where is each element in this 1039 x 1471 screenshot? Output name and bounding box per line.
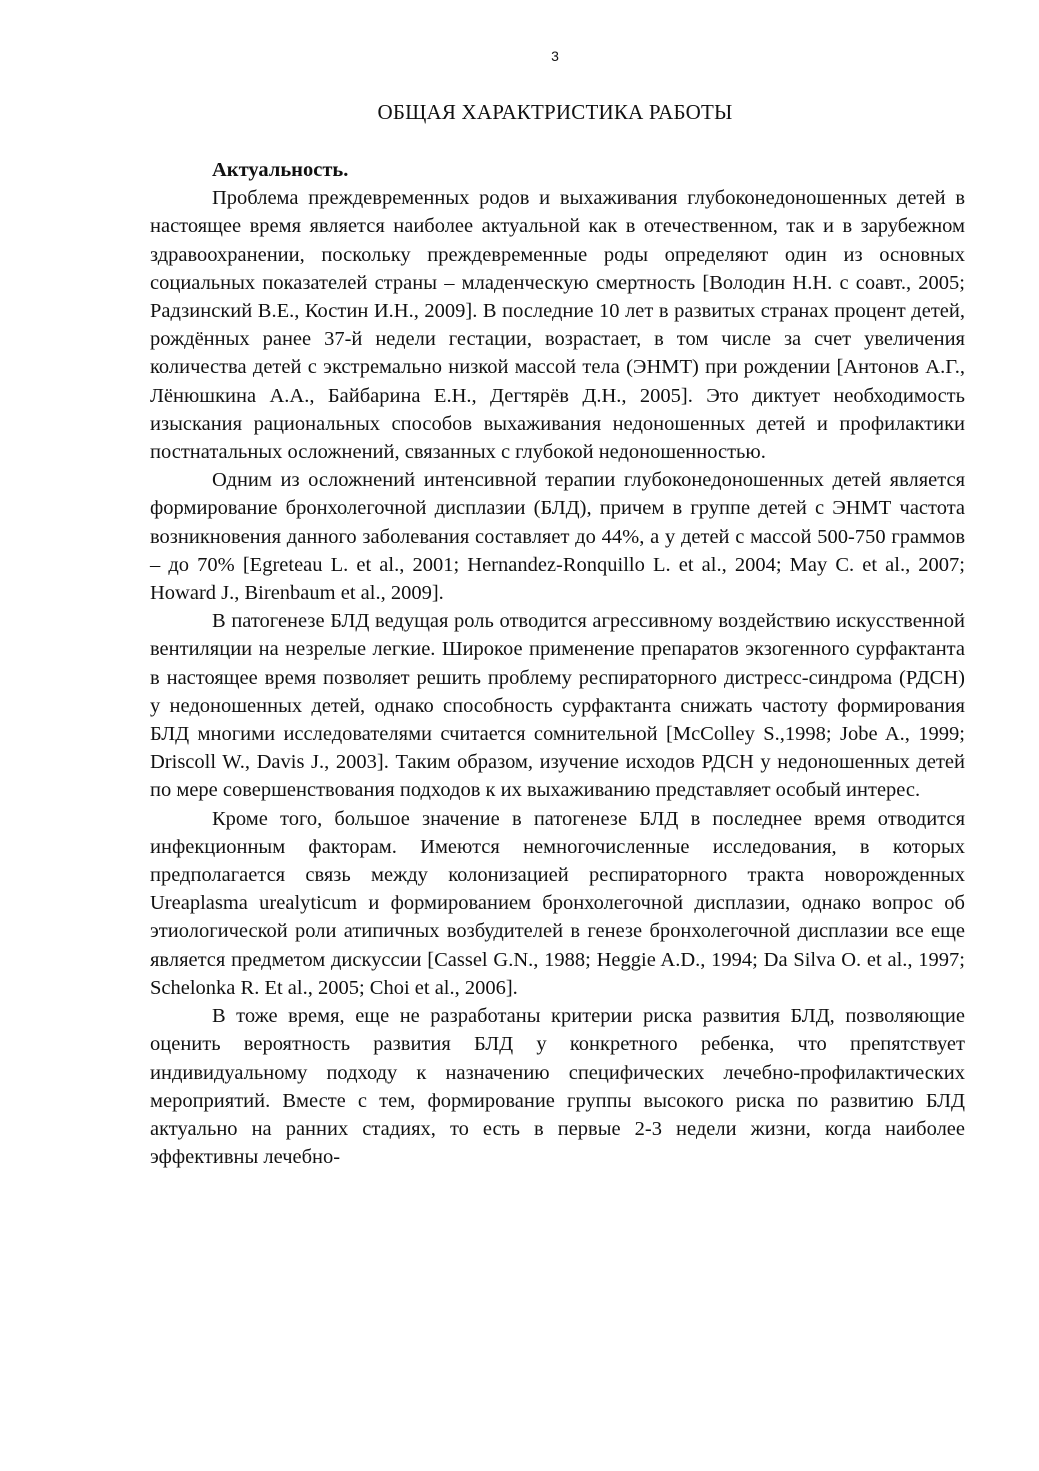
document-body (150, 156, 965, 1171)
document-title: ОБЩАЯ ХАРАКТРИСТИКА РАБОТЫ (377, 100, 733, 124)
paragraph-1: Проблема преждевременных родов и выхаживания глубоконедоношенных детей в настоящее время является наиболее актуальной как в отечественном, так и в зарубежном здравоохранении, поскольку преждевременные роды определяют один из основных социальных показателей страны – младенческую смертность [Володин Н.Н. с соавт., 2005; Радзинский В.Е., Костин И.Н., 2009]. В последние 10 лет в развитых странах процент детей, рождённых ранее 37-й недели гестации, возрастает, в том числе за счет увеличения количества детей с экстремально низкой массой тела (ЭНМТ) при рождении [Антонов А.Г., Лёнюшкина А.А., Байбарина Е.Н., Дегтярёв Д.Н., 2005]. Это диктует необходимость изыскания рациональных способов выхаживания недоношенных детей и профилактики постнатальных осложнений, связанных с глубокой недоношенностью. (150, 187, 965, 464)
paragraph-5: В тоже время, еще не разработаны критерии риска развития БЛД, позволяющие оценить вероятность развития БЛД у конкретного ребенка, что препятствует индивидуальному подходу к назначению специфических лечебно-профилактических мероприятий. Вместе с тем, формирование группы высокого риска по развитию БЛД актуально на ранних стадиях, то есть в первые 2-3 недели жизни, когда наиболее эффективны лечебно- (150, 1005, 965, 1169)
paragraph-2: Одним из осложнений интенсивной терапии глубоконедоношенных детей является формирование бронхолегочной дисплазии (БЛД), причем в группе детей с ЭНМТ частота возникновения данного заболевания составляет до 44%, а у детей с массой 500-750 граммов – до 70% [Egreteau L. et al., 2001; Hernandez-Ronquillo L. et al., 2004; May C. et al., 2007; Howard J., Birenbaum et al., 2009]. (150, 469, 965, 605)
page-number: 3 (551, 48, 559, 64)
paragraph-4: Кроме того, большое значение в патогенезе БЛД в последнее время отводится инфекционным факторам. Имеются немногочисленные исследования, в которых предполагается связь между колонизацией респираторного тракта новорожденных Ureaplasma urealyticum и формированием бронхолегочной дисплазии, однако вопрос об этиологической роли атипичных возбудителей в генезе бронхолегочной дисплазии все еще является предметом дискуссии [Cassel G.N., 1988; Heggie A.D., 1994; Da Silva O. et al., 1997; Schelonka R. Et al., 2005; Choi et al., 2006]. (150, 807, 965, 999)
paragraph-3: В патогенезе БЛД ведущая роль отводится агрессивному воздействию искусственной вентиляции на незрелые легкие. Широкое применение препаратов экзогенного сурфактанта в настоящее время позволяет решить проблему респираторного дистресс-синдрома (РДСН) у недоношенных детей, однако способность сурфактанта снижать частоту формирования БЛД многими исследователями считается сомнительной [McColley S.,1998; Jobe A., 1999; Driscoll W., Davis J., 2003]. Таким образом, изучение исходов РДСН у недоношенных детей по мере совершенствования подходов к их выхаживанию представляет особый интерес. (150, 610, 965, 802)
section-heading: Актуальность. (212, 159, 349, 181)
